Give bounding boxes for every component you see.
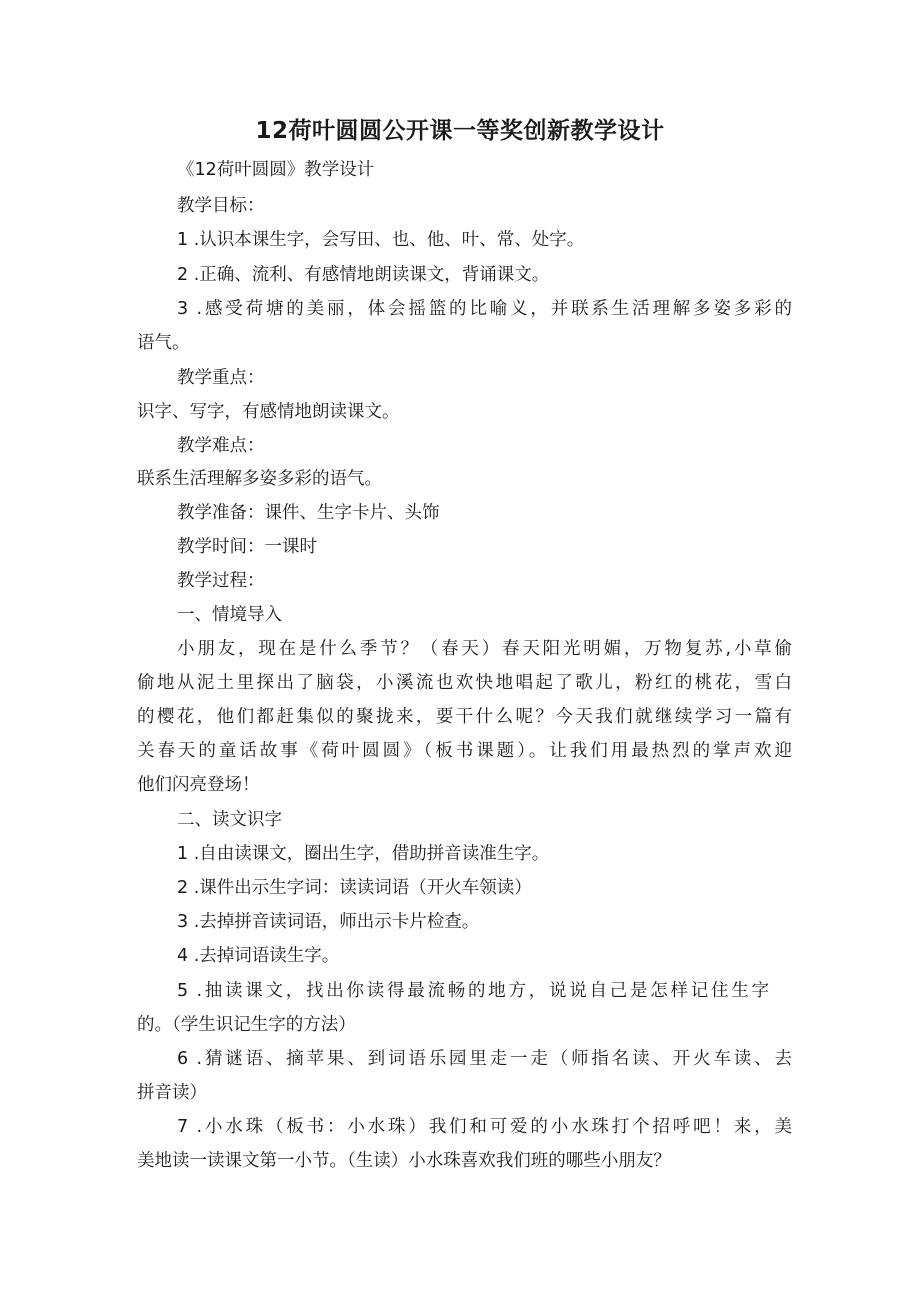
section-heading-key-points: 教学重点： <box>177 368 265 388</box>
intro-paragraph-line-3: 的樱花，他们都赶集似的聚拢来，要干什么呢？今天我们就继续学习一篇有 <box>137 707 792 727</box>
reading-item-6: 6 .猜谜语、摘苹果、到词语乐园里走一走（师指名读、开火车读、去 <box>177 1049 792 1069</box>
section-heading-process: 教学过程： <box>177 571 265 591</box>
intro-paragraph-line-5: 他们闪亮登场！ <box>137 775 260 795</box>
step-heading-intro: 一、情境导入 <box>177 605 282 625</box>
document-title: 12荷叶圆圆公开课一等奖创新教学设计 <box>255 118 665 144</box>
intro-paragraph-line-4: 关春天的童话故事《荷叶圆圆》（板书课题）。让我们用最热烈的掌声欢迎 <box>137 741 792 761</box>
reading-item-7: 7 .小水珠（板书：小水珠）我们和可爱的小水珠打个招呼吧！来，美 <box>177 1117 792 1137</box>
reading-item-5: 5 .抽读课文，找出你读得最流畅的地方，说说自己是怎样记住生字 <box>177 981 769 1001</box>
step-heading-reading: 二、读文识字 <box>177 810 282 830</box>
objective-3: 3 .感受荷塘的美丽，体会摇篮的比喻义，并联系生活理解多姿多彩的 <box>177 299 792 319</box>
section-heading-objectives: 教学目标： <box>177 196 265 216</box>
reading-item-4: 4 .去掉词语读生字。 <box>177 946 340 966</box>
section-heading-difficulties: 教学难点： <box>177 436 265 456</box>
reading-item-6-continued: 拼音读） <box>137 1083 207 1103</box>
subtitle-line: 《12荷叶圆圆》教学设计 <box>177 160 375 180</box>
key-points-text: 识字、写字，有感情地朗读课文。 <box>137 402 400 422</box>
time-line: 教学时间：一课时 <box>177 537 317 557</box>
reading-item-1: 1 .自由读课文，圈出生字，借助拼音读准生字。 <box>177 844 550 864</box>
intro-paragraph-line-1: 小朋友，现在是什么季节？（春天）春天阳光明媚，万物复苏,小草偷 <box>177 639 792 659</box>
intro-paragraph-line-2: 偷地从泥土里探出了脑袋，小溪流也欢快地唱起了歌儿，粉红的桃花，雪白 <box>137 673 792 693</box>
difficulties-text: 联系生活理解多姿多彩的语气。 <box>137 469 382 489</box>
reading-item-7-continued: 美地读一读课文第一小节。（生读）小水珠喜欢我们班的哪些小朋友？ <box>137 1151 671 1171</box>
reading-item-2: 2 .课件出示生字词：读读词语（开火车领读） <box>177 878 532 898</box>
objective-1: 1 .认识本课生字，会写田、也、他、叶、常、处字。 <box>177 230 585 250</box>
reading-item-5-continued: 的。（学生识记生字的方法） <box>137 1015 356 1035</box>
reading-item-3: 3 .去掉拼音读词语，师出示卡片检查。 <box>177 912 480 932</box>
objective-3-continued: 语气。 <box>137 333 190 353</box>
objective-2: 2 .正确、流利、有感情地朗读课文，背诵课文。 <box>177 265 550 285</box>
preparation-line: 教学准备：课件、生字卡片、头饰 <box>177 503 440 523</box>
